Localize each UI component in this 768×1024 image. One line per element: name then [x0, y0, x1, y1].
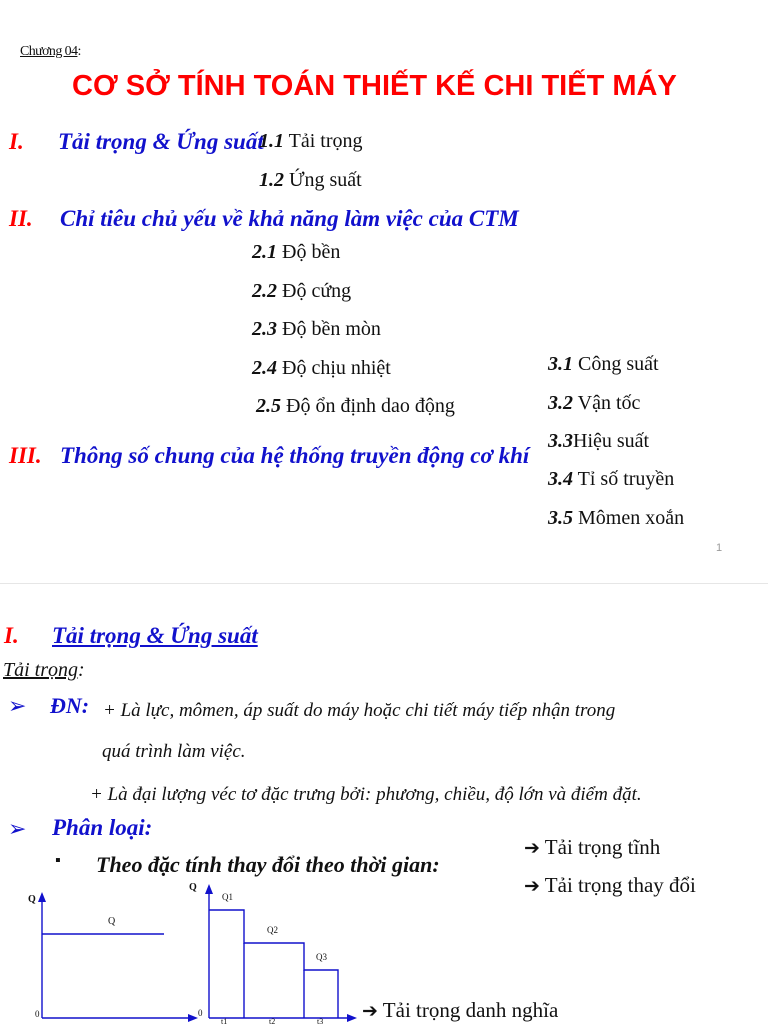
subheading-colon: : [78, 659, 85, 681]
chapter-label-text: Chương 04 [20, 44, 78, 59]
item-number: 2.1 [252, 241, 277, 263]
static-load-graph [20, 886, 200, 1024]
classification-label: Phân loại: [52, 815, 153, 840]
item-text: Tải trọng [288, 130, 363, 152]
definition-bullet-icon: ➢ [8, 693, 27, 718]
item-text: Tỉ số truyền [577, 468, 675, 490]
item-text: Độ chịu nhiệt [282, 357, 391, 379]
t3-label: t3 [317, 1017, 324, 1024]
item-text: Độ cứng [282, 280, 352, 302]
load-type-static [524, 835, 660, 860]
q1-label: Q1 [222, 892, 233, 902]
item-number: 3.1 [548, 353, 573, 375]
item-text: Mômen xoắn [578, 507, 685, 529]
item-text: Vận tốc [577, 392, 641, 414]
arrow-right-icon: ➔ [362, 1000, 378, 1022]
load-type-label: Tải trọng danh nghĩa [382, 998, 559, 1022]
item-number: 3.2 [548, 392, 573, 414]
item-number: 2.2 [252, 280, 277, 302]
item-number: 1.1 [259, 130, 284, 152]
definition-line-1: + Là lực, mômen, áp suất do máy hoặc chi tiết máy tiếp nhận trong [103, 700, 616, 721]
item-text: Độ ổn định dao động [286, 395, 455, 417]
section1-label: Tải trọng & Ứng suất [58, 129, 264, 154]
classification-sublabel: Theo đặc tính thay đổi theo thời gian: [96, 852, 440, 877]
slide2-heading: Tải trọng & Ứng suất [52, 623, 258, 648]
item-text: Độ bền mòn [282, 318, 381, 340]
section1-item-1 [259, 130, 363, 153]
section2-item-4 [252, 357, 391, 380]
item-text: Ứng suất [289, 169, 362, 191]
item-number: 3.5 [548, 507, 573, 529]
section2-item-3 [252, 318, 381, 341]
classification-bullet-icon: ➢ [8, 816, 27, 841]
arrow-right-icon: ➔ [524, 875, 540, 897]
chapter-label-colon: : [77, 44, 81, 59]
origin-label: 0 [198, 1008, 203, 1018]
section3-item-1 [548, 353, 659, 376]
section3-roman: III. [9, 443, 42, 468]
item-number: 3.4 [548, 468, 573, 490]
y-axis-arrow-icon [38, 892, 46, 902]
item-number: 2.5 [256, 395, 281, 417]
load-type-nominal [362, 998, 558, 1023]
q3-label: Q3 [316, 952, 327, 962]
y-axis-label: Q [28, 894, 36, 905]
y-axis-label: Q [189, 882, 197, 893]
square-bullet-icon: ▪ [55, 852, 61, 869]
load-type-label: Tải trọng tĩnh [544, 835, 661, 859]
section3-item-3 [548, 430, 649, 453]
definition-line-2: quá trình làm việc. [102, 741, 246, 762]
definition-line-3: + Là đại lượng véc tơ đặc trưng bởi: phương, chiều, độ lớn và điểm đặt. [90, 784, 642, 805]
slide-title: CƠ SỞ TÍNH TOÁN THIẾT KẾ CHI TIẾT MÁY [72, 70, 677, 102]
arrow-right-icon: ➔ [524, 837, 540, 859]
item-text: Độ bền [282, 241, 341, 263]
section3-item-5 [548, 507, 684, 530]
load-type-variable [524, 873, 696, 898]
load-type-label: Tải trọng thay đổi [544, 873, 696, 897]
page-number: 1 [716, 542, 723, 554]
subheading [3, 659, 85, 682]
item-text: Công suất [578, 353, 659, 375]
subheading-text: Tải trọng [3, 659, 79, 681]
section2-item-1 [252, 241, 340, 264]
section3-item-4 [548, 468, 674, 491]
item-number: 3.3 [548, 430, 573, 452]
t1-label: t1 [221, 1017, 228, 1024]
definition-label: ĐN: [50, 693, 90, 718]
section2-roman: II. [9, 206, 33, 231]
section1-roman: I. [9, 129, 24, 154]
section2-label: Chỉ tiêu chủ yếu về khả năng làm việc của CTM [60, 206, 519, 231]
y-axis-arrow-icon [205, 884, 213, 894]
section3-item-2 [548, 392, 640, 415]
slide-divider [0, 583, 768, 584]
item-number: 1.2 [259, 169, 284, 191]
item-text: Hiệu suất [573, 430, 650, 452]
section3-label: Thông số chung của hệ thống truyền động cơ khí [60, 443, 530, 468]
x-axis-arrow-icon [347, 1014, 357, 1022]
t2-label: t2 [269, 1017, 276, 1024]
section2-item-2 [252, 280, 351, 303]
q2-label: Q2 [267, 925, 278, 935]
item-number: 2.4 [252, 357, 277, 379]
section2-item-5 [256, 395, 455, 418]
item-number: 2.3 [252, 318, 277, 340]
load-level-label: Q [108, 916, 116, 927]
slide2-heading-roman: I. [4, 623, 19, 648]
origin-label: 0 [35, 1009, 40, 1019]
variable-load-graph [185, 876, 375, 1024]
chapter-label [20, 44, 81, 60]
section1-item-2 [259, 169, 362, 192]
